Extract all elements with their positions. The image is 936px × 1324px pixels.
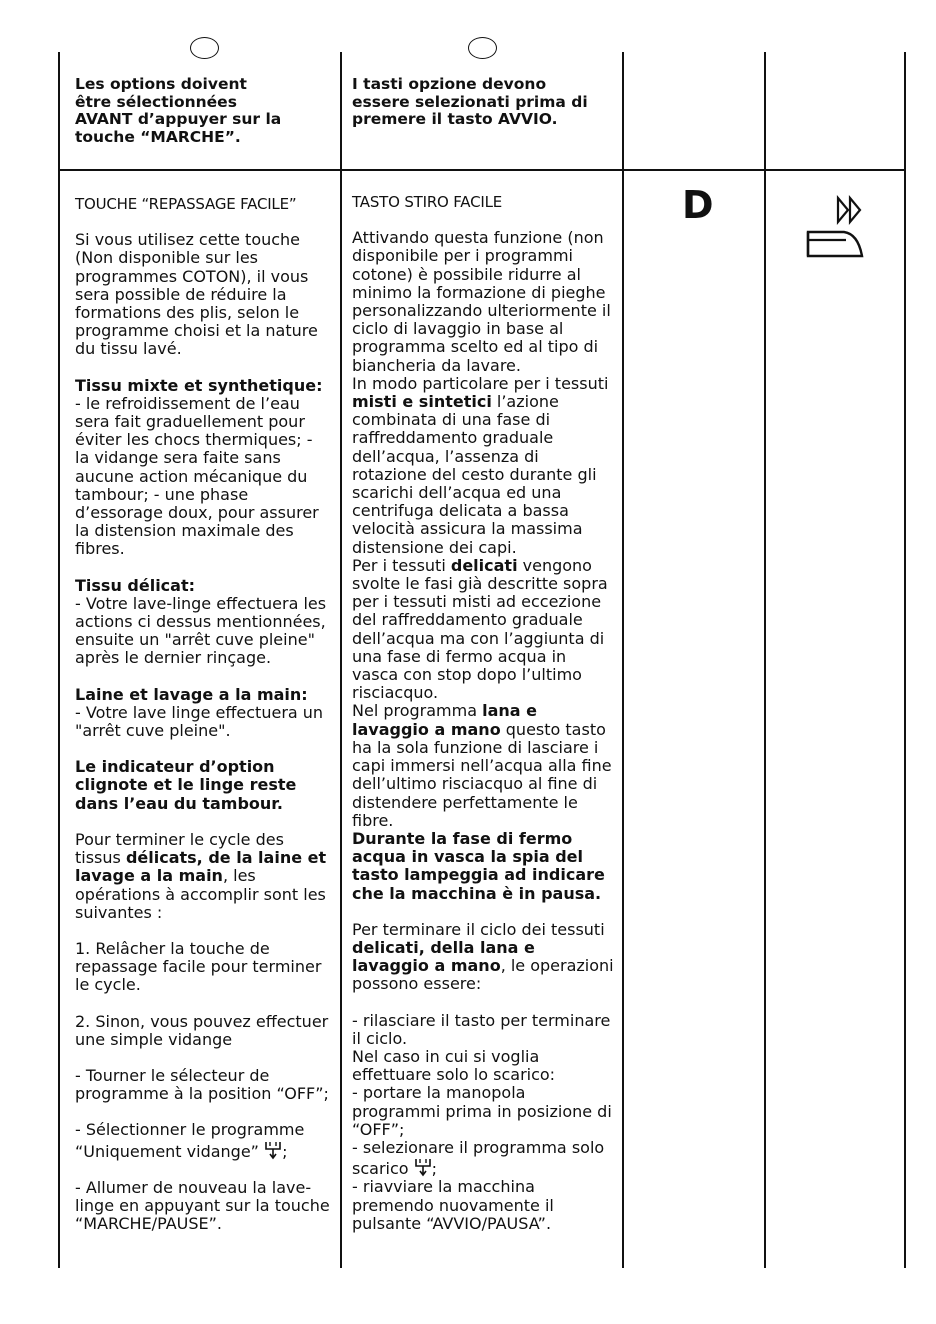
fr-step-5: - Allumer de nouveau la lave-linge en appuyant sur la touche “MARCHE/PAUSE”. xyxy=(75,1177,330,1234)
it-step-1: - rilasciare il tasto per terminare il ciclo. xyxy=(352,1010,611,1048)
fr-step-4 xyxy=(75,1121,331,1160)
it-p3c: vengono svolte le fasi già descritte sopra per i tessuti misti ad eccezione del raffreddamento graduale dell’acqua ma con l’aggiunta di una fase di fermo acqua in vasca con stop dopo l’ultimo risciacquo. xyxy=(352,555,608,703)
drain-icon xyxy=(414,1157,432,1177)
it-body xyxy=(352,229,617,903)
fr-step-3: - Tourner le sélecteur de programme à la position “OFF”; xyxy=(75,1065,329,1104)
it-p3a: Per i tessuti xyxy=(352,555,451,575)
it-steps xyxy=(352,1012,617,1233)
fr-mixed-text: - le refroidissement de l’eau sera fait graduellement pour éviter les chocs thermiques; - la vidange sera faite sans aucune action mécanique du tambour; - une phase d’essorage doux, pour assurer la distension maximale des fibres. xyxy=(75,393,319,559)
column-divider-3 xyxy=(622,52,624,1268)
easy-iron-icon xyxy=(802,194,870,262)
column-divider-1 xyxy=(58,52,60,1268)
fr-step-1: 1. Relâcher la touche de repassage facile pour terminer le cycle. xyxy=(75,938,322,995)
fr-step-2: 2. Sinon, vous pouvez effectuer une simple vidange xyxy=(75,1011,329,1049)
drain-icon xyxy=(264,1140,282,1160)
it-p4b: lana e lavaggio a mano xyxy=(352,701,538,739)
fr-end-text-c: , les opérations à accomplir sont les suivantes : xyxy=(75,866,326,922)
fr-step-4-text: - Sélectionner le programme “Uniquement vidange” xyxy=(75,1120,305,1161)
fr-delicate xyxy=(75,577,331,668)
fr-end-cycle xyxy=(75,831,331,922)
fr-options-note: Les options doivent être sélectionnées AVANT d’appuyer sur la touche “MARCHE”. xyxy=(75,75,282,146)
fr-step-4-end: ; xyxy=(282,1141,288,1161)
fr-intro: Si vous utilisez cette touche (Non disponible sur les programmes COTON), il vous sera possible de réduire la formations des plis, selon le programme choisi et la nature du tissu lavé. xyxy=(75,230,318,359)
circle-icon xyxy=(190,37,219,59)
it-p1: Attivando questa funzione (non disponibile per i programmi cotone) è possibile ridurre al minimo la formazione di pieghe personalizzando ulteriormente il ciclo di lavaggio in base al programma scelto ed al tipo di biancheria da lavare. xyxy=(352,228,611,375)
it-p2a: In modo particolare per i tessuti xyxy=(352,373,609,393)
fr-end-text-b: délicats, de la laine et lavage a la main xyxy=(75,848,327,886)
it-end-text-a: Per terminare il ciclo dei tessuti xyxy=(352,919,605,939)
it-step-4: - selezionare il programma solo scarico xyxy=(352,1137,605,1179)
fr-wool xyxy=(75,686,331,741)
french-column xyxy=(75,195,331,1251)
section-letter: D xyxy=(682,183,714,227)
it-step-5: - riavviare la macchina premendo nuovamente il pulsante “AVVIO/PAUSA”. xyxy=(352,1177,554,1233)
column-divider-4 xyxy=(764,52,766,1268)
italian-column xyxy=(352,193,617,1251)
fr-delicate-text: - Votre lave-linge effectuera les actions ci dessus mentionnées, ensuite un "arrêt cuve pleine" après le dernier rinçage. xyxy=(75,593,327,668)
it-p4c: questo tasto ha la sola funzione di lasciare i capi immersi nell’acqua alla fine dell’ultimo risciacquo al fine di distendere perfettamente le fibre. xyxy=(352,719,612,830)
it-step-2: Nel caso in cui si voglia effettuare solo lo scarico: xyxy=(352,1046,556,1085)
it-p3b: delicati xyxy=(450,555,518,575)
it-p2b: misti e sintetici xyxy=(352,392,492,412)
it-end-cycle xyxy=(352,921,617,994)
fr-mixed xyxy=(75,377,331,559)
it-step-3: - portare la manopola programmi prima in posizione di “OFF”; xyxy=(352,1083,612,1139)
fr-mixed-heading: Tissu mixte et synthetique: xyxy=(75,375,323,395)
fr-wool-text: - Votre lave linge effectuera un "arrêt cuve pleine". xyxy=(75,702,324,741)
fr-wool-heading: Laine et lavage a la main: xyxy=(75,684,308,704)
it-end-text-b: delicati, della lana e lavaggio a mano xyxy=(352,937,535,976)
row-divider xyxy=(58,169,906,171)
it-step-4-end: ; xyxy=(431,1159,438,1179)
column-divider-2 xyxy=(340,52,342,1268)
fr-title: TOUCHE “REPASSAGE FACILE” xyxy=(75,195,297,213)
it-p5: Durante la fase di fermo acqua in vasca la spia del tasto lampeggia ad indicare che la macchina è in pausa. xyxy=(352,828,605,903)
it-end-text-c: , le operazioni possono essere: xyxy=(352,956,614,994)
circle-icon xyxy=(468,37,497,59)
fr-delicate-heading: Tissu délicat: xyxy=(75,575,196,595)
fr-indicator-text: Le indicateur d’option clignote et le linge reste dans l’eau du tambour. xyxy=(75,757,297,813)
fr-end-text-a: Pour terminer le cycle des tissus xyxy=(75,829,284,868)
fr-indicator-note xyxy=(75,758,331,813)
it-title: TASTO STIRO FACILE xyxy=(352,193,503,211)
it-options-note: I tasti opzione devono essere selezionati prima di premere il tasto AVVIO. xyxy=(352,75,588,128)
it-p2c: l’azione combinata di una fase di raffreddamento graduale dell’acqua, l’assenza di rotazione del cesto durante gli scarichi dell’acqua ed una centrifuga delicata a bassa velocità assicura la massima distensione dei capi. xyxy=(352,392,597,557)
it-p4a: Nel programma xyxy=(352,701,483,721)
column-divider-5 xyxy=(904,52,906,1268)
